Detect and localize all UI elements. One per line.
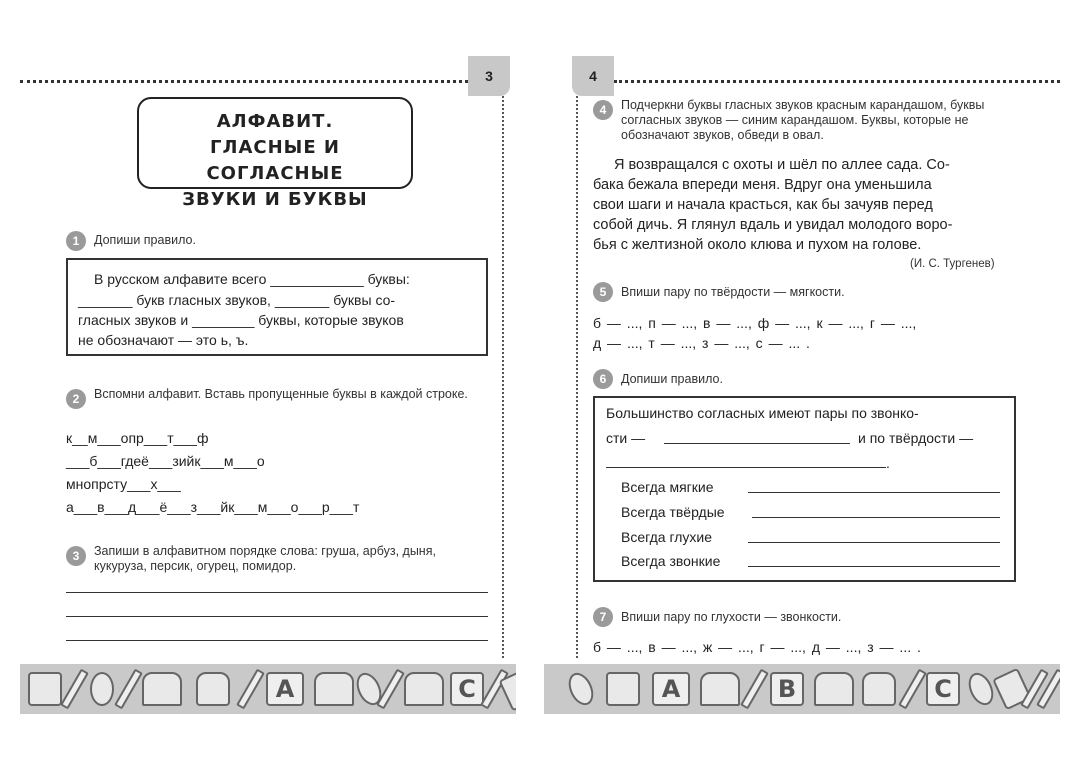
paperclip-icon [90,672,114,706]
rule-line: Большинство согласных имеют пары по звонко- [606,405,919,421]
pairs-row: б — ..., п — ..., в — ..., ф — ..., к — ..., г — ..., [593,315,917,331]
backpack-icon [196,672,230,706]
left-page-edge-guide [502,96,504,658]
paperclip-icon [564,669,598,709]
rule-dot: . [886,455,890,471]
answer-line [748,492,1000,493]
rule-item-label: Всегда глухие [621,529,713,545]
passage-line: собой дичь. Я глянул вдаль и увидал молодого воро- [593,217,953,233]
pairs-row: б — ..., в — ..., ж — ..., г — ..., д — ..., з — ... . [593,639,921,655]
letter-c-icon: C [926,672,960,706]
right-page-edge-guide [576,96,578,658]
task-instruction: Впиши пару по твёрдости — мягкости. [621,285,845,299]
answer-line [748,542,1000,543]
pen-icon [740,669,769,710]
task-instruction: Допиши правило. [94,233,196,247]
answer-line [752,517,1000,518]
passage-author: (И. С. Тургенев) [910,258,995,270]
task-number-badge: 5 [593,282,613,302]
paperclip-icon [964,669,998,709]
decorative-strip-left [20,664,516,714]
answer-line [606,467,886,468]
task-instruction: Запиши в алфавитном порядке слова: груша, арбуз, дыня, кукуруза, персик, огурец, помидор. [94,544,436,573]
book-icon [142,672,182,706]
task-number-badge: 3 [66,546,86,566]
book-icon [314,672,354,706]
answer-line [66,640,488,641]
page-number-left: 3 [485,68,493,84]
backpack-icon [862,672,896,706]
notebook-icon [606,672,640,706]
rule-line: и по твёрдости — [858,430,974,446]
passage-line: свои шаги и начала красться, как бы зачуяв перед [593,197,933,213]
alphabet-row: а___в___д___ё___з___йк___м___о___р___т [66,499,360,515]
header-rule-left [20,80,468,83]
rule-item-label: Всегда звонкие [621,553,721,569]
answer-line [66,616,488,617]
rule-item-label: Всегда мягкие [621,479,714,495]
answer-line [748,566,1000,567]
task-number-badge: 4 [593,100,613,120]
task-instruction: Впиши пару по глухости — звонкости. [621,610,842,624]
letter-a-icon: A [652,672,690,706]
task-number-badge: 6 [593,369,613,389]
rule-item-label: Всегда твёрдые [621,504,725,520]
letter-b-icon: B [770,672,804,706]
rule-line: В русском алфавите всего ____________ буквы: [94,271,410,287]
rule-line: гласных звуков и ________ буквы, которые звуков [78,312,404,328]
pencil-icon [60,669,89,710]
letter-a-icon: A [266,672,304,706]
notebook-icon [28,672,62,706]
page-number-tab-left [468,56,510,96]
pen-icon [114,669,143,710]
rule-line: не обозначают — это ь, ъ. [78,332,249,348]
pencil-icon [236,669,265,710]
page-number-tab-right [572,56,614,96]
task-number-badge: 1 [66,231,86,251]
task-number-badge: 7 [593,607,613,627]
book-icon [700,672,740,706]
chapter-title-line-2: ГЛАСНЫЕ И СОГЛАСНЫЕ [206,137,344,184]
pairs-row: д — ..., т — ..., з — ..., с — ... . [593,335,810,351]
rule-line: сти — [606,430,646,446]
task-number-badge: 2 [66,389,86,409]
book-icon [404,672,444,706]
book-icon [814,672,854,706]
answer-line [664,443,850,444]
chapter-title-line-3: ЗВУКИ И БУКВЫ [182,189,368,210]
passage-line: бака бежала впереди меня. Вдруг она уменьшила [593,177,932,193]
task-instruction: Допиши правило. [621,372,723,386]
alphabet-row: ___б___гдеё___зийк___м___о [66,453,265,469]
answer-line [66,592,488,593]
header-rule-right [614,80,1060,83]
chapter-title-line-1: АЛФАВИТ. [216,111,334,132]
letter-c-icon: C [450,672,484,706]
decorative-strip-right [544,664,1060,714]
rule-line: _______ букв гласных звуков, _______ буквы со- [78,292,396,308]
chapter-title-box [137,97,413,210]
task-instruction: Вспомни алфавит. Вставь пропущенные буквы в каждой строке. [94,387,468,401]
passage-line: Я возвращался с охоты и шёл по аллее сада. Со- [614,157,950,173]
alphabet-row: к__м___опр___т___ф [66,430,209,446]
alphabet-row: мнопрсту___х___ [66,476,181,492]
pencil-icon [898,669,927,710]
page-number-right: 4 [589,68,597,84]
task-instruction: Подчеркни буквы гласных звуков красным карандашом, буквы согласных звуков — синим карандашом. Буквы, которые не обозначают звуков, обведи в овал. [621,98,985,142]
passage-line: бья с желтизной около клюва и пухом на голове. [593,237,922,253]
